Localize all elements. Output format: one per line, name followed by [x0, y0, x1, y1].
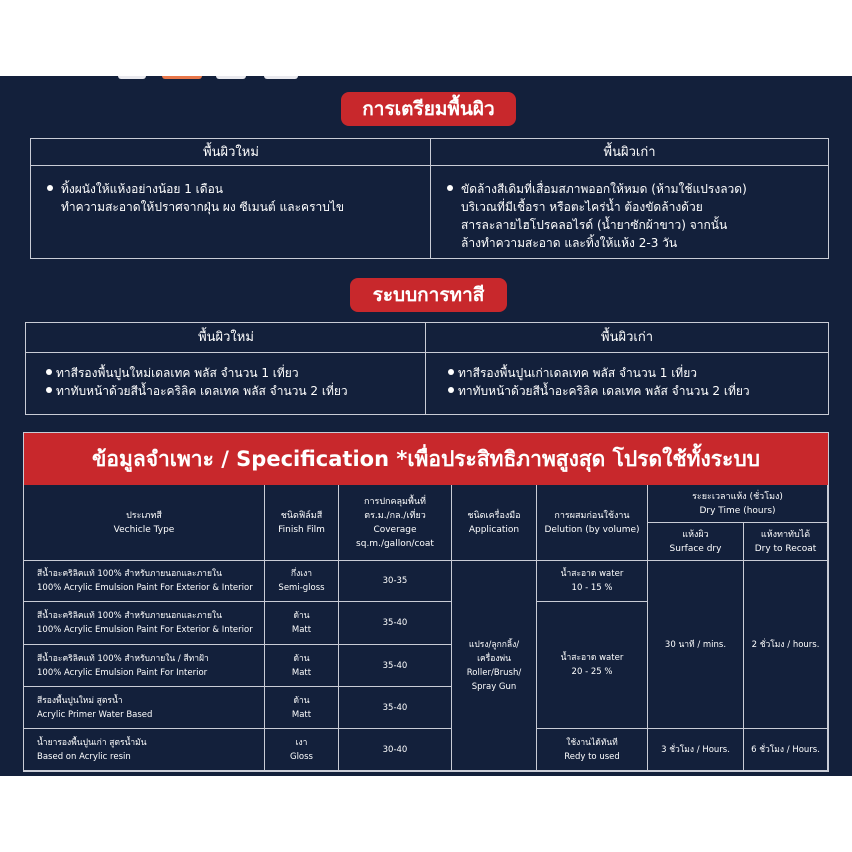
- table-row-finish: ด้าน Matt: [265, 645, 339, 687]
- system-new-header: พื้นผิวใหม่: [26, 323, 426, 353]
- table-row-finish: ด้าน Matt: [265, 687, 339, 729]
- spec-header-coverage: การปกคลุมพื้นที่ ตร.ม./กล./เที่ยว Coverage sq.m./gallon/coat: [339, 485, 452, 561]
- spec-dilution-3: ใช้งานได้ทันที Redy to used: [537, 729, 648, 771]
- table-row-type: สีน้ำอะคริลิคแท้ 100% สำหรับภายนอกและภายใน 100% Acrylic Emulsion Paint For Exterior & Interior: [24, 602, 265, 645]
- table-row-type: สีน้ำอะคริลิคแท้ 100% สำหรับภายใน / สีทาฝ้า 100% Acrylic Emulsion Paint For Interior: [24, 645, 265, 687]
- spec-dilution-1: น้ำสะอาด water 10 - 15 %: [537, 561, 648, 602]
- spec-surface-dry-main: 30 นาที / mins.: [648, 561, 744, 729]
- spec-header-application: ชนิดเครื่องมือ Application: [452, 485, 537, 561]
- spec-recoat-last: 6 ชั่วโมง / Hours.: [744, 729, 828, 771]
- table-row-coverage: 30-40: [339, 729, 452, 771]
- table-row-finish: เงา Gloss: [265, 729, 339, 771]
- prep-table: [30, 138, 829, 259]
- spec-application: แปรง/ลูกกลิ้ง/ เครื่องพ่น Roller/Brush/ Spray Gun: [452, 561, 537, 771]
- table-row-coverage: 35-40: [339, 687, 452, 729]
- system-new-item: ทาทับหน้าด้วยสีน้ำอะคริลิค เดลเทค พลัส จำนวน 2 เที่ยว: [46, 382, 421, 400]
- spec-header-dilution: การผสมก่อนใช้งาน Delution (by volume): [537, 485, 648, 561]
- system-old-item: ทาสีรองพื้นปูนเก่าเดลเทค พลัส จำนวน 1 เที่ยว: [448, 364, 823, 382]
- prep-new-item: ทิ้งผนังให้แห้งอย่างน้อย 1 เดือน ทำความสะอาดให้ปราศจากฝุ่น ผง ซีเมนต์ และคราบไข: [47, 180, 417, 216]
- table-row-type: สีน้ำอะคริลิคแท้ 100% สำหรับภายนอกและภายใน 100% Acrylic Emulsion Paint For Exterior & Interior: [24, 561, 265, 602]
- prep-title: การเตรียมพื้นผิว: [341, 92, 516, 126]
- system-table: [25, 322, 829, 415]
- prep-old-item: ขัดล้างสีเดิมที่เสื่อมสภาพออกให้หมด (ห้ามใช้แปรงลวด) บริเวณที่มีเชื้อรา หรือตะไคร่น้ำ ต้องขัดล้างด้วย สารละลายไฮโปรคลอไรด์ (น้ำยาซักผ้าขาว) จากนั้น ล้างทำความสะอาด และทิ้งให้แห้ง 2-3 วัน: [447, 180, 817, 252]
- spec-header-finish: ชนิดฟิล์มสี Finish Film: [265, 485, 339, 561]
- system-old-item: ทาทับหน้าด้วยสีน้ำอะคริลิค เดลเทค พลัส จำนวน 2 เที่ยว: [448, 382, 823, 400]
- system-title: ระบบการทาสี: [350, 278, 507, 312]
- spec-surface-dry-last: 3 ชั่วโมง / Hours.: [648, 729, 744, 771]
- spec-header-surface-dry: แห้งผิว Surface dry: [648, 523, 744, 561]
- logo-strip: [118, 76, 308, 80]
- spec-header-type: ประเภทสี Vechicle Type: [24, 485, 265, 561]
- system-new-item: ทาสีรองพื้นปูนใหม่เดลเทค พลัส จำนวน 1 เที่ยว: [46, 364, 421, 382]
- spec-header-dry: ระยะเวลาแห้ง (ชั่วโมง) Dry Time (hours): [648, 485, 828, 523]
- prep-new-header: พื้นผิวใหม่: [31, 139, 431, 166]
- spec-dilution-2: น้ำสะอาด water 20 - 25 %: [537, 602, 648, 729]
- spec-header-recoat: แห้งทาทับได้ Dry to Recoat: [744, 523, 828, 561]
- system-old-header: พื้นผิวเก่า: [426, 323, 828, 353]
- table-row-coverage: 35-40: [339, 602, 452, 645]
- table-row-coverage: 30-35: [339, 561, 452, 602]
- table-row-type: น้ำยารองพื้นปูนเก่า สูตรน้ำมัน Based on Acrylic resin: [24, 729, 265, 771]
- spec-title: ข้อมูลจำเพาะ / Specification *เพื่อประสิทธิภาพสูงสุด โปรดใช้ทั้งระบบ: [24, 433, 828, 485]
- spec-table: [23, 432, 829, 772]
- table-row-finish: ด้าน Matt: [265, 602, 339, 645]
- table-row-finish: กึ่งเงา Semi-gloss: [265, 561, 339, 602]
- table-row-coverage: 35-40: [339, 645, 452, 687]
- prep-old-header: พื้นผิวเก่า: [431, 139, 828, 166]
- spec-recoat-main: 2 ชั่วโมง / hours.: [744, 561, 828, 729]
- table-row-type: สีรองพื้นปูนใหม่ สูตรน้ำ Acrylic Primer Water Based: [24, 687, 265, 729]
